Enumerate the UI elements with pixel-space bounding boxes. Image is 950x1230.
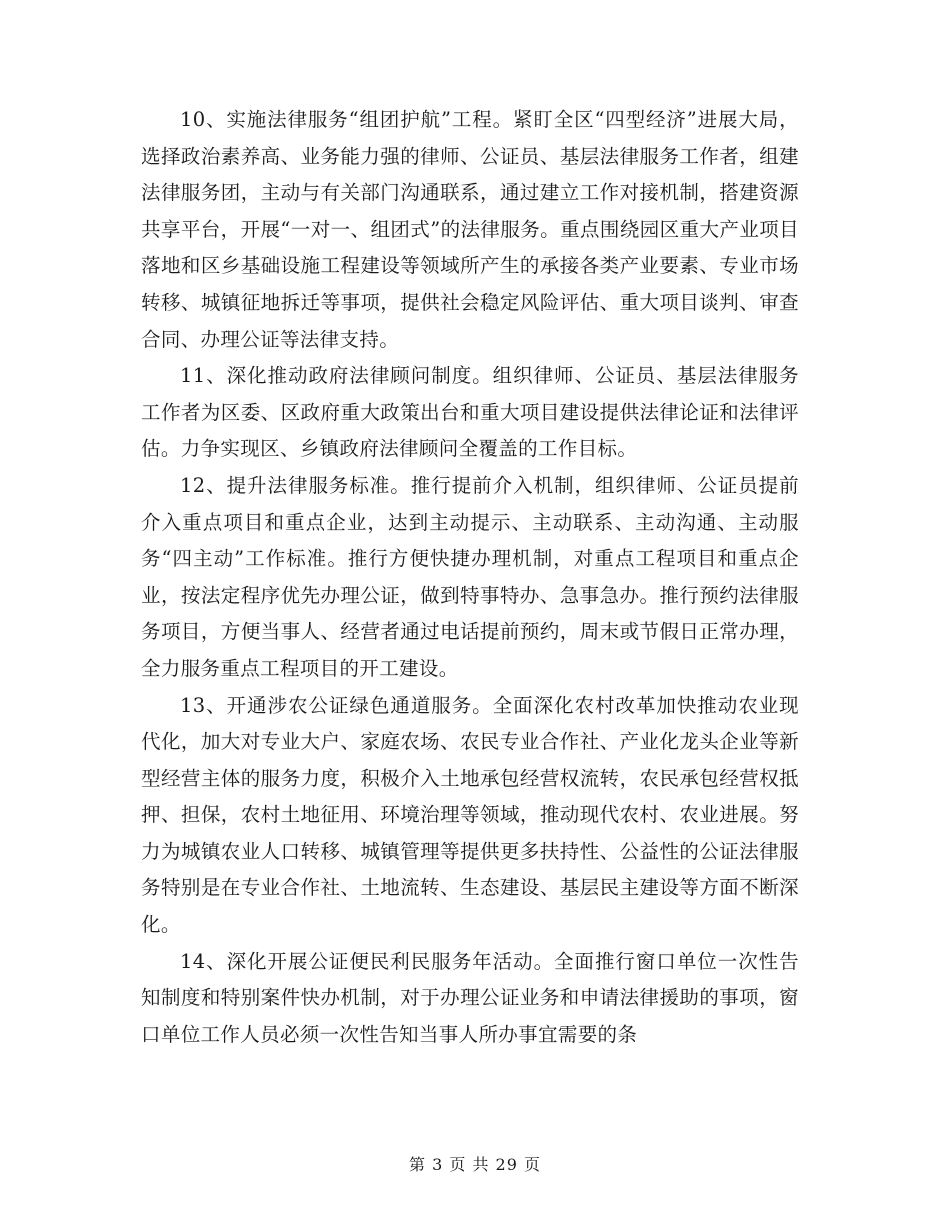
paragraph-10: 10、实施法律服务“组团护航”工程。紧盯全区“四型经济”进展大局，选择政治素养高、业务能力强的律师、公证员、基层法律服务工作者，组建法律服务团，主动与有关部门沟通联系，通过建立工作对接机制，搭建资源共享平台，开展“一对一、组团式”的法律服务。重点围绕园区重大产业项目落地和区乡基础设施工程建设等领域所产生的承接各类产业要素、专业市场转移、城镇征地拆迁等事项，提供社会稳定风险评估、重大项目谈判、审查合同、办理公证等法律支持。 [141, 108, 799, 351]
paragraph-13: 13、开通涉农公证绿色通道服务。全面深化农村改革加快推动农业现代化，加大对专业大户、家庭农场、农民专业合作社、产业化龙头企业等新型经营主体的服务力度，积极介入土地承包经营权流转，农民承包经营权抵押、担保，农村土地征用、环境治理等领域，推动现代农村、农业进展。努力为城镇农业人口转移、城镇管理等提供更多扶持性、公益性的公证法律服务特别是在专业合作社、土地流转、生态建设、基层民主建设等方面不断深化。 [141, 693, 799, 937]
page-number-footer: 第 3 页 共 29 页 [409, 1155, 541, 1174]
paragraph-14: 14、深化开展公证便民利民服务年活动。全面推行窗口单位一次性告知制度和特别案件快办机制，对于办理公证业务和申请法律援助的事项，窗口单位工作人员必须一次性告知当事人所办事宜需要的条 [141, 949, 799, 1046]
paragraph-12: 12、提升法律服务标准。推行提前介入机制，组织律师、公证员提前介入重点项目和重点企业，达到主动提示、主动联系、主动沟通、主动服务“四主动”工作标准。推行方便快捷办理机制，对重点工程项目和重点企业，按法定程序优先办理公证，做到特事特办、急事急办。推行预约法律服务项目，方便当事人、经营者通过电话提前预约，周末或节假日正常办理，全力服务重点工程项目的开工建设。 [141, 473, 799, 680]
document-body [141, 102, 799, 1053]
paragraph-11: 11、深化推动政府法律顾问制度。组织律师、公证员、基层法律服务工作者为区委、区政府重大政策出台和重大项目建设提供法律论证和法律评估。力争实现区、乡镇政府法律顾问全覆盖的工作目标。 [141, 364, 799, 461]
